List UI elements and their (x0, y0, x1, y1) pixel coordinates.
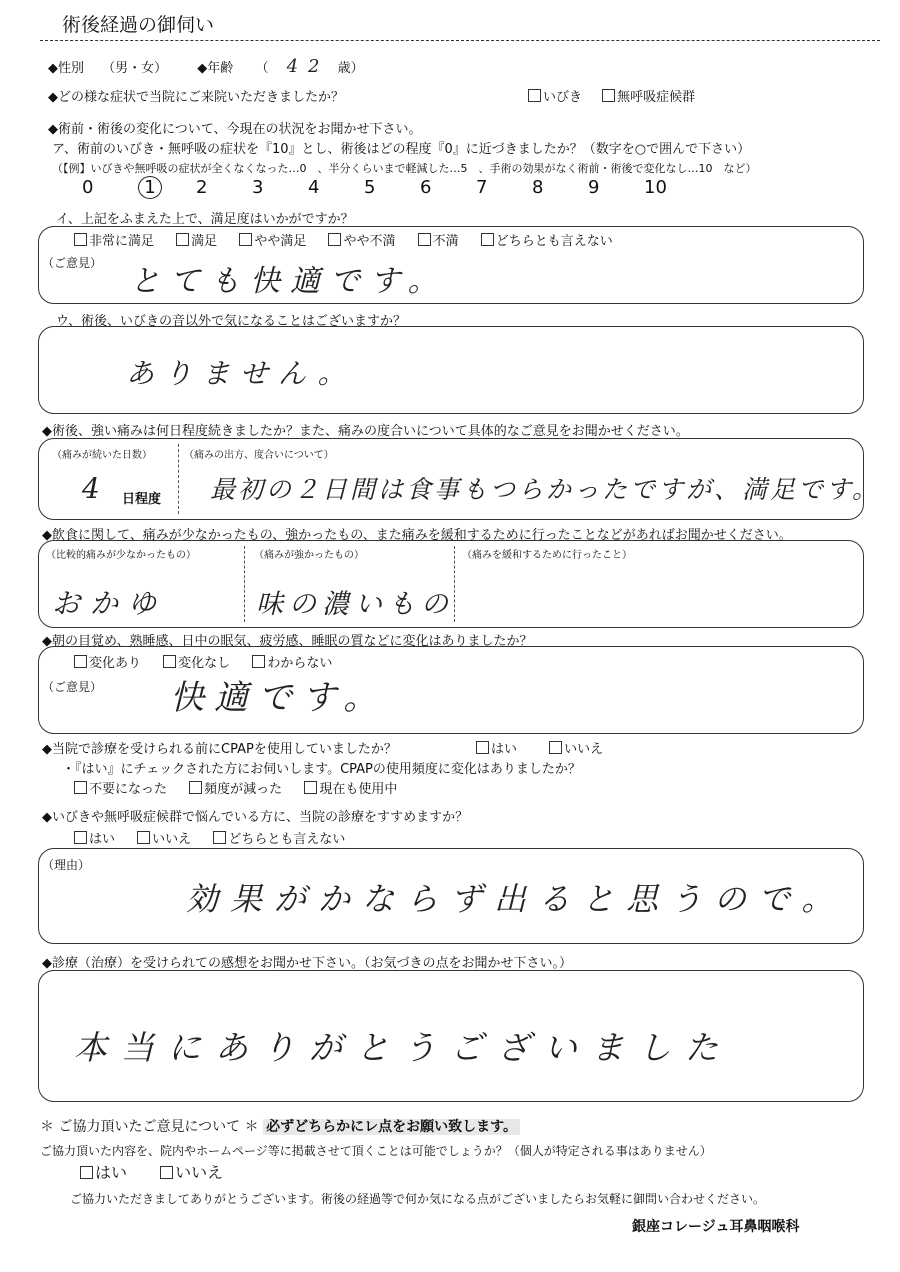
checkbox-neutral[interactable] (481, 233, 494, 246)
checkbox-changed[interactable] (74, 655, 87, 668)
impression-question: ◆診療（治療）を受けられての感想をお聞かせ下さい。（お気づきの点をお聞かせ下さい。） (42, 956, 572, 971)
recommend-question: ◆いびきや無呼吸症候群で悩んでいる方に、当院の診療をすすめますか？ (42, 810, 469, 825)
scale-2[interactable]: 2 (196, 177, 208, 198)
symptom-opt-apnea: 無呼吸症候群 (617, 90, 696, 105)
scale-9[interactable]: 9 (588, 177, 600, 198)
scale-10[interactable]: 10 (644, 177, 667, 198)
option-recommend-yes: はい (89, 832, 116, 847)
option-dissatisfied: 不満 (432, 234, 459, 249)
food-col2-answer[interactable]: 味の濃いもの (256, 589, 454, 620)
option-permission-no: いいえ (175, 1163, 224, 1182)
pain-question: ◆術後、強い痛みは何日程度続きましたか？また、痛みの度合いについて具体的なご意見をお聞かせください。 (42, 424, 689, 439)
checkbox-unknown[interactable] (252, 655, 265, 668)
option-still-using: 現在も使用中 (319, 782, 398, 797)
checkbox-less-frequent[interactable] (189, 781, 202, 794)
scale-3[interactable]: 3 (252, 177, 264, 198)
food-col1-answer[interactable]: おかゆ (52, 587, 167, 620)
header-divider (40, 40, 880, 41)
option-recommend-neutral: どちらとも言えない (228, 832, 346, 847)
footer-note-title: ＊ ご協力頂いたご意見について ＊ (40, 1119, 259, 1135)
footer-permission: ご協力頂いた内容を、院内やホームページ等に掲載させて頂くことは可能でしょうか？（個人が特定される事はありません） (40, 1144, 712, 1158)
checkbox-satisfied[interactable] (176, 233, 189, 246)
other-answer[interactable]: ありません。 (126, 357, 356, 390)
satisfaction-options (74, 230, 631, 249)
checkbox-permission-no[interactable] (160, 1166, 173, 1179)
food-col1-label: （比較的痛みが少なかったもの） (46, 550, 196, 561)
scale-1[interactable]: 1 (138, 176, 162, 199)
checkbox-still-using[interactable] (304, 781, 317, 794)
age-label: ◆年齢 (197, 61, 234, 76)
checkbox-somewhat-dissatisfied[interactable] (328, 233, 341, 246)
scale-4[interactable]: 4 (308, 177, 320, 198)
checkbox-cpap-no[interactable] (549, 741, 562, 754)
option-permission-yes: はい (95, 1163, 128, 1182)
checkbox-recommend-no[interactable] (137, 831, 150, 844)
checkbox-not-needed[interactable] (74, 781, 87, 794)
checkbox-recommend-neutral[interactable] (213, 831, 226, 844)
scale-0[interactable]: 0 (82, 177, 94, 198)
change-scale (82, 176, 700, 199)
symptom-question: ◆どの様な症状で当院にご来院いただきましたか？ (48, 90, 344, 105)
option-not-needed: 不要になった (89, 782, 168, 797)
food-divider-1 (244, 546, 245, 622)
satisfaction-comment-label: （ご意見） (42, 256, 103, 270)
impression-answer[interactable]: 本当にありがとうございました (74, 1028, 732, 1067)
checkbox-apnea[interactable] (602, 89, 615, 102)
option-somewhat-dissatisfied: やや不満 (343, 234, 396, 249)
pain-degree-label: （痛みの出方、度合いについて） (184, 450, 334, 461)
checkbox-very-satisfied[interactable] (74, 233, 87, 246)
food-col3-label: （痛みを緩和するために行ったこと） (462, 550, 632, 561)
pain-degree-answer[interactable]: 最初の２日間は食事もつらかったですが、満足です。 (210, 475, 881, 504)
gender-options[interactable]: （男・女） (102, 61, 168, 76)
recommend-reason-label: （理由） (42, 858, 91, 872)
recommend-reason[interactable]: 効果がかならず出ると思うので。 (186, 880, 846, 918)
page-title: 術後経過の御伺い (62, 14, 215, 36)
age-unit: 歳） (337, 61, 364, 76)
option-cpap-yes: はい (491, 742, 518, 757)
checkbox-snoring[interactable] (528, 89, 541, 102)
option-neutral: どちらとも言えない (495, 234, 613, 249)
recommend-options (74, 828, 363, 847)
age-value[interactable]: 42 (286, 56, 330, 77)
footer-permission-options (80, 1160, 223, 1183)
cpap-sub-options (74, 778, 415, 797)
checkbox-somewhat-satisfied[interactable] (239, 233, 252, 246)
checkbox-dissatisfied[interactable] (418, 233, 431, 246)
option-satisfied: 満足 (191, 234, 218, 249)
satisfaction-question: イ、上記をふまえた上で、満足度はいかがですか？ (56, 212, 354, 227)
other-question: ウ、術後、いびきの音以外で気になることはございますか？ (56, 314, 406, 329)
checkbox-no-change[interactable] (163, 655, 176, 668)
satisfaction-comment[interactable]: とても快適です。 (130, 264, 448, 299)
option-very-satisfied: 非常に満足 (89, 234, 155, 249)
option-changed: 変化あり (89, 656, 142, 671)
morning-comment[interactable]: 快適です。 (170, 678, 388, 718)
option-less-frequent: 頻度が減った (204, 782, 283, 797)
cpap-question: ◆当院で診療を受けられる前にCPAPを使用していましたか？ (42, 742, 397, 757)
pain-days-label: （痛みが続いた日数） (52, 450, 152, 461)
pain-divider (178, 444, 179, 514)
pain-days-value[interactable]: 4 (82, 472, 110, 505)
gender-label: ◆性別 (48, 61, 84, 76)
gender-row (48, 56, 364, 77)
age-open: （ (255, 61, 269, 76)
clinic-name: 銀座コレージュ耳鼻咽喉科 (632, 1219, 800, 1235)
food-divider-2 (454, 546, 455, 622)
option-recommend-no: いいえ (152, 832, 192, 847)
checkbox-cpap-yes[interactable] (476, 741, 489, 754)
cpap-options (476, 738, 603, 757)
footer-note (40, 1116, 520, 1136)
morning-comment-label: （ご意見） (42, 680, 103, 694)
symptom-options (528, 86, 695, 105)
option-unknown: わからない (267, 656, 333, 671)
option-no-change: 変化なし (178, 656, 231, 671)
footer-note-bold: 必ずどちらかにレ点をお願い致します。 (263, 1119, 520, 1135)
change-sub-question: ア、術前のいびき・無呼吸の症状を『10』とし、術後はどの程度『0』に近づきましたか？（数字を○で囲んで下さい） (52, 142, 751, 157)
food-question: ◆飲食に関して、痛みが少なかったもの、強かったもの、また痛みを緩和するために行ったことなどがあればお聞かせください。 (42, 528, 792, 543)
symptom-opt-snoring: いびき (543, 90, 583, 105)
scale-6[interactable]: 6 (420, 177, 432, 198)
footer-thanks: ご協力いただきましてありがとうございます。術後の経過等で何か気になる点がございましたらお気軽に御問い合わせください。 (70, 1192, 766, 1206)
checkbox-recommend-yes[interactable] (74, 831, 87, 844)
scale-7[interactable]: 7 (476, 177, 488, 198)
option-cpap-no: いいえ (564, 742, 604, 757)
morning-question: ◆朝の目覚め、熟睡感、日中の眠気、疲労感、睡眠の質などに変化はありましたか？ (42, 634, 533, 649)
option-somewhat-satisfied: やや満足 (254, 234, 307, 249)
morning-options (74, 652, 350, 671)
food-col2-label: （痛みが強かったもの） (254, 550, 364, 561)
cpap-sub-question: ・『はい』にチェックされた方にお伺いします。CPAPの使用頻度に変化はありましたか？ (62, 762, 581, 777)
change-example: （【例】いびきや無呼吸の症状が全くなくなった…0 、半分くらいまで軽減した…5 、手術の効果がなく術前・術後で変化なし…10 など） (52, 162, 757, 175)
scale-5[interactable]: 5 (364, 177, 376, 198)
pain-days-unit: 日程度 (122, 492, 162, 507)
change-question: ◆術前・術後の変化について、今現在の状況をお聞かせ下さい。 (48, 122, 422, 137)
checkbox-permission-yes[interactable] (80, 1166, 93, 1179)
scale-8[interactable]: 8 (532, 177, 544, 198)
